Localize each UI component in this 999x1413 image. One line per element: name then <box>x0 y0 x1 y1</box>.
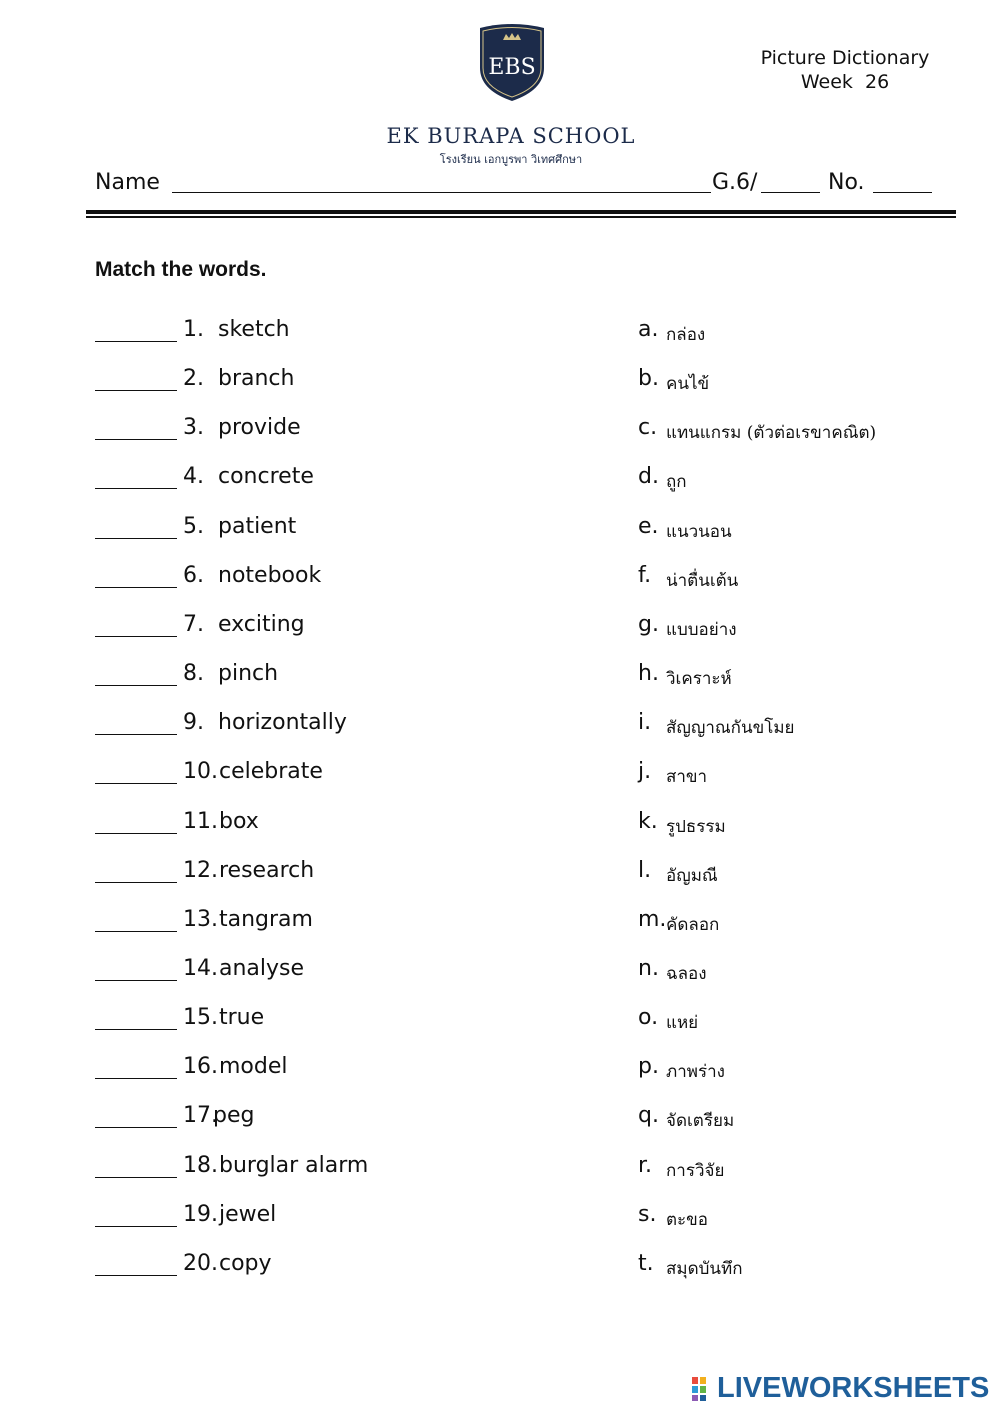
meaning-letter: c. <box>638 415 658 440</box>
word-number: 1. <box>183 317 204 342</box>
matching-row <box>0 464 999 498</box>
english-word: notebook <box>218 563 322 588</box>
answer-blank[interactable] <box>95 1029 177 1030</box>
word-number: 8. <box>183 661 204 686</box>
matching-row <box>0 415 999 449</box>
thai-meaning: คนไข้ <box>666 374 710 394</box>
meaning-letter: l. <box>638 858 652 883</box>
matching-row <box>0 907 999 941</box>
matching-row <box>0 809 999 843</box>
meaning-letter: s. <box>638 1202 657 1227</box>
thai-meaning: จัดเตรียม <box>666 1111 735 1131</box>
liveworksheets-wordmark: LIVEWORKSHEETS <box>717 1372 990 1404</box>
word-number: 15. <box>183 1005 218 1030</box>
answer-blank[interactable] <box>95 488 177 489</box>
answer-blank[interactable] <box>95 538 177 539</box>
meaning-letter: f. <box>638 563 652 588</box>
word-number: 6. <box>183 563 204 588</box>
school-name: EK BURAPA SCHOOL <box>386 124 636 148</box>
student-info-line <box>95 170 935 200</box>
answer-blank[interactable] <box>95 1177 177 1178</box>
meaning-letter: p. <box>638 1054 659 1079</box>
answer-blank[interactable] <box>95 783 177 784</box>
thai-meaning: รูปธรรม <box>666 817 726 837</box>
answer-blank[interactable] <box>95 390 177 391</box>
english-word: tangram <box>219 907 313 932</box>
meaning-letter: a. <box>638 317 659 342</box>
liveworksheets-logo-icon <box>692 1377 714 1401</box>
matching-row <box>0 366 999 400</box>
number-label: No. <box>828 170 865 195</box>
crest-monogram: EBS <box>488 55 536 80</box>
liveworksheets-brand <box>692 1372 992 1406</box>
thai-meaning: สัญญาณกันขโมย <box>666 718 795 738</box>
matching-row <box>0 317 999 351</box>
english-word: pinch <box>218 661 279 686</box>
meaning-letter: h. <box>638 661 659 686</box>
answer-blank[interactable] <box>95 1078 177 1079</box>
english-word: model <box>219 1054 288 1079</box>
answer-blank[interactable] <box>95 685 177 686</box>
thai-meaning: ตะขอ <box>666 1210 709 1230</box>
answer-blank[interactable] <box>95 1127 177 1128</box>
matching-row <box>0 563 999 597</box>
word-number: 9. <box>183 710 204 735</box>
english-word: provide <box>218 415 301 440</box>
english-word: copy <box>219 1251 272 1276</box>
thai-meaning: แหย่ <box>666 1013 699 1033</box>
school-crest-icon <box>477 22 547 102</box>
english-word: exciting <box>218 612 305 637</box>
english-word: true <box>219 1005 265 1030</box>
word-number: 19. <box>183 1202 218 1227</box>
word-number: 7. <box>183 612 204 637</box>
meaning-letter: i. <box>638 710 652 735</box>
worksheet-week: Week 26 <box>800 71 890 93</box>
answer-blank[interactable] <box>95 931 177 932</box>
thai-meaning: สมุดบันทึก <box>666 1259 743 1279</box>
word-number: 20. <box>183 1251 218 1276</box>
word-number: 11. <box>183 809 218 834</box>
matching-row <box>0 1054 999 1088</box>
english-word: analyse <box>219 956 305 981</box>
meaning-letter: k. <box>638 809 658 834</box>
header-divider <box>86 210 956 214</box>
matching-row <box>0 1153 999 1187</box>
matching-row <box>0 710 999 744</box>
english-word: box <box>219 809 259 834</box>
meaning-letter: g. <box>638 612 659 637</box>
matching-row <box>0 514 999 548</box>
thai-meaning: น่าตื่นเต้น <box>666 571 739 591</box>
english-word: patient <box>218 514 297 539</box>
word-number: 10. <box>183 759 218 784</box>
english-word: peg <box>213 1103 255 1128</box>
thai-meaning: ถูก <box>666 472 687 492</box>
answer-blank[interactable] <box>95 636 177 637</box>
english-word: concrete <box>218 464 314 489</box>
meaning-letter: t. <box>638 1251 654 1276</box>
english-word: sketch <box>218 317 290 342</box>
answer-blank[interactable] <box>95 341 177 342</box>
meaning-letter: d. <box>638 464 659 489</box>
english-word: horizontally <box>218 710 347 735</box>
answer-blank[interactable] <box>95 833 177 834</box>
english-word: burglar alarm <box>219 1153 369 1178</box>
matching-row <box>0 956 999 990</box>
english-word: jewel <box>219 1202 277 1227</box>
word-number: 3. <box>183 415 204 440</box>
answer-blank[interactable] <box>95 587 177 588</box>
meaning-letter: o. <box>638 1005 659 1030</box>
word-number: 14. <box>183 956 218 981</box>
worksheet-title: Picture Dictionary <box>760 47 930 69</box>
thai-meaning: คัดลอก <box>666 915 720 935</box>
header-divider-thin <box>86 216 956 218</box>
instruction: Match the words. <box>95 258 267 281</box>
meaning-letter: n. <box>638 956 659 981</box>
matching-row <box>0 1103 999 1137</box>
school-name-thai: โรงเรียน เอกบูรพา วิเทศศึกษา <box>439 153 583 166</box>
thai-meaning: ฉลอง <box>666 964 707 984</box>
answer-blank[interactable] <box>95 980 177 981</box>
meaning-letter: j. <box>638 759 652 784</box>
meaning-letter: r. <box>638 1153 653 1178</box>
english-word: branch <box>218 366 295 391</box>
meaning-letter: e. <box>638 514 659 539</box>
meaning-letter: b. <box>638 366 659 391</box>
thai-meaning: วิเคราะห์ <box>666 669 732 689</box>
word-number: 16. <box>183 1054 218 1079</box>
matching-row <box>0 661 999 695</box>
thai-meaning: แบบอย่าง <box>666 620 737 640</box>
word-number: 5. <box>183 514 204 539</box>
answer-blank[interactable] <box>95 734 177 735</box>
answer-blank[interactable] <box>95 439 177 440</box>
thai-meaning: แนวนอน <box>666 522 732 542</box>
english-word: research <box>219 858 315 883</box>
meaning-letter: q. <box>638 1103 659 1128</box>
school-logo <box>380 22 642 166</box>
english-word: celebrate <box>219 759 323 784</box>
matching-row <box>0 858 999 892</box>
matching-row <box>0 612 999 646</box>
thai-meaning: แทนแกรม (ตัวต่อเรขาคณิต) <box>666 423 877 443</box>
thai-meaning: สาขา <box>666 767 708 787</box>
thai-meaning: อัญมณี <box>666 866 718 886</box>
thai-meaning: กล่อง <box>666 325 706 345</box>
word-number: 2. <box>183 366 204 391</box>
word-number: 13. <box>183 907 218 932</box>
word-number: 4. <box>183 464 204 489</box>
answer-blank[interactable] <box>95 1275 177 1276</box>
word-number: 18. <box>183 1153 218 1178</box>
grade-label: G.6/ <box>712 170 758 195</box>
matching-row <box>0 1202 999 1236</box>
answer-blank[interactable] <box>95 882 177 883</box>
word-number: 17. <box>183 1103 218 1128</box>
thai-meaning: การวิจัย <box>666 1161 725 1181</box>
meaning-letter: m. <box>638 907 667 932</box>
name-label: Name <box>95 170 160 195</box>
word-number: 12. <box>183 858 218 883</box>
thai-meaning: ภาพร่าง <box>666 1062 725 1082</box>
matching-row <box>0 1251 999 1285</box>
matching-row <box>0 759 999 793</box>
matching-row <box>0 1005 999 1039</box>
worksheet-heading <box>740 46 950 94</box>
answer-blank[interactable] <box>95 1226 177 1227</box>
